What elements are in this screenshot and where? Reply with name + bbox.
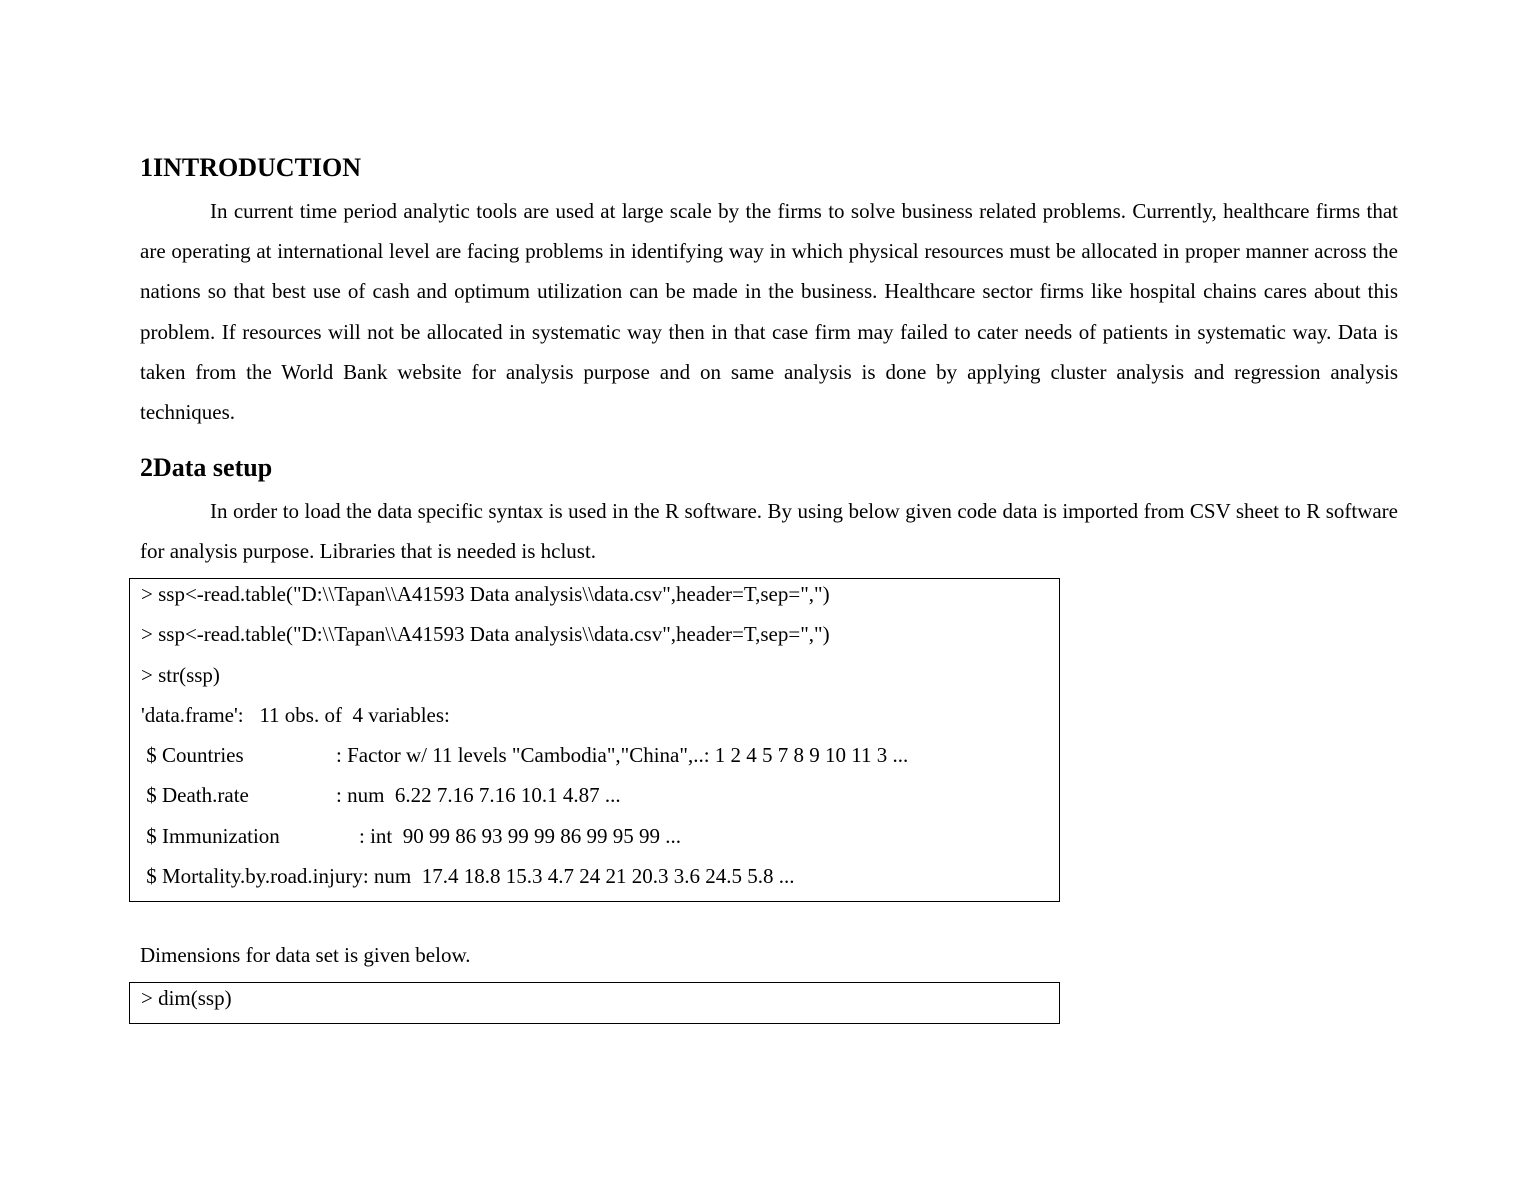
code-line-var-mortality: $ Mortality.by.road.injury: num 17.4 18.8 15.3 4.7 24 21 20.3 3.6 24.5 5.8 ... (141, 864, 795, 889)
code-line-read-table-repeat: > ssp<-read.table("D:\\Tapan\\A41593 Data analysis\\data.csv",header=T,sep=",") (141, 622, 830, 647)
code-line-read-table: > ssp<-read.table("D:\\Tapan\\A41593 Data analysis\\data.csv",header=T,sep=",") (141, 582, 830, 606)
r-code-block-dim (129, 982, 1060, 1024)
code-line-var-death-rate: $ Death.rate : num 6.22 7.16 7.16 10.1 4.87 ... (141, 783, 621, 808)
code-line-str: > str(ssp) (141, 662, 220, 687)
data-setup-paragraph: In order to load the data specific syntax is used in the R software. By using below given code data is imported from CSV sheet to R software for analysis purpose. Libraries that is needed is hclust. (140, 499, 1398, 564)
section-heading-introduction: 1INTRODUCTION (140, 153, 362, 182)
code-line-var-countries: $ Countries : Factor w/ 11 levels "Cambodia","China",..: 1 2 4 5 7 8 9 10 11 3 ... (141, 743, 909, 768)
r-code-block-str (129, 578, 1060, 902)
code-line-var-immunization: $ Immunization : int 90 99 86 93 99 99 86 99 95 99 ... (141, 823, 682, 848)
code-line-data-frame: 'data.frame': 11 obs. of 4 variables: (141, 702, 450, 727)
dimensions-text: Dimensions for data set is given below. (140, 943, 471, 967)
section-heading-data-setup: 2Data setup (140, 453, 273, 482)
introduction-paragraph: In current time period analytic tools are used at large scale by the firms to solve business related problems. Currently, healthcare firms that are operating at international level are facing problems in identifying way in which physical resources must be allocated in proper manner across the nations so that best use of cash and optimum utilization can be made in the business. Healthcare sector firms like hospital chains cares about this problem. If resources will not be allocated in systematic way then in that case firm may failed to cater needs of patients in systematic way. Data is taken from the World Bank website for analysis purpose and on same analysis is done by applying cluster analysis and regression analysis techniques. (140, 199, 1398, 425)
code-line-dim: > dim(ssp) (141, 986, 232, 1010)
